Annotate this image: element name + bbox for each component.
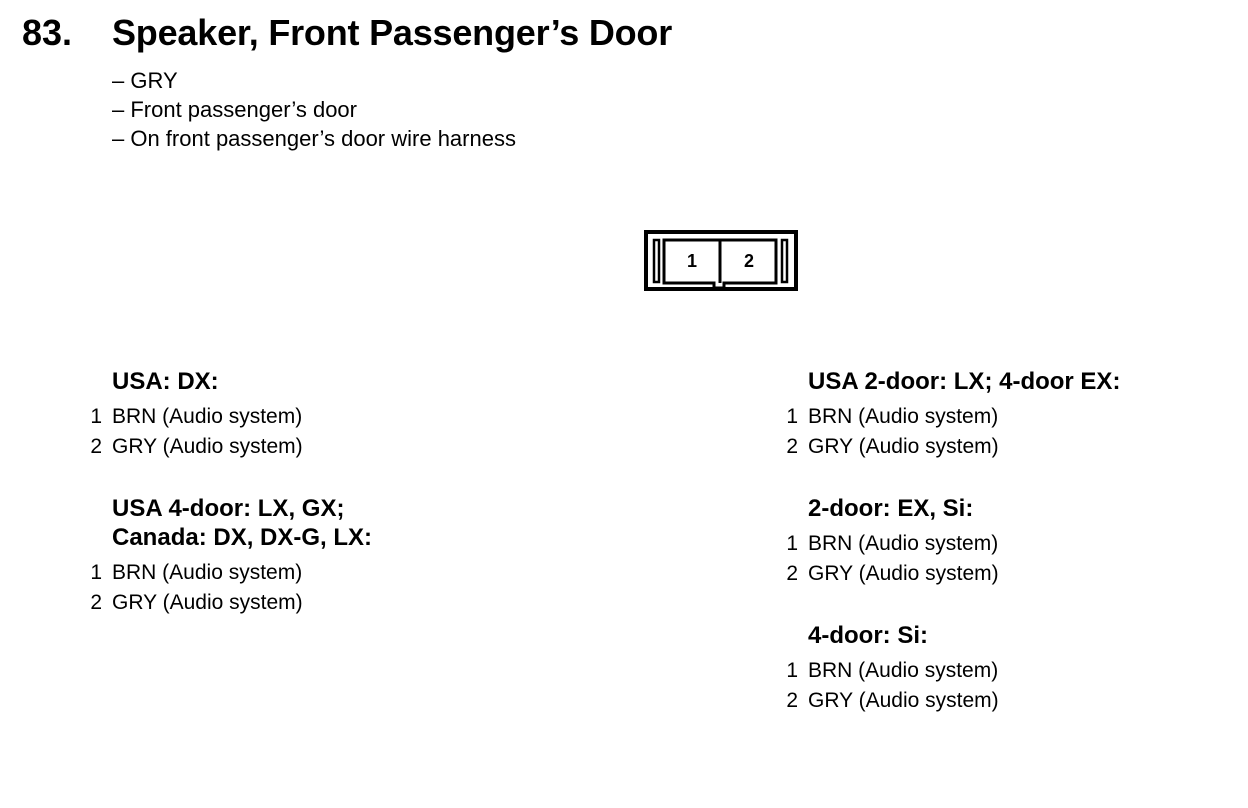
- pin-number: 1: [90, 561, 102, 584]
- pin-number: 2: [786, 689, 798, 712]
- pin-row: [786, 559, 999, 589]
- pin-row: [786, 432, 1120, 462]
- section-usa-4door-canada: [90, 494, 373, 618]
- section-title: 2-door: EX, Si:: [808, 495, 974, 522]
- pin-row: [90, 402, 303, 432]
- pin-row: [90, 432, 303, 462]
- pin-row: [786, 529, 999, 559]
- wire-label: GRY (Audio system): [808, 562, 999, 585]
- connector-lock-left: [654, 240, 659, 282]
- pin-number: 2: [90, 435, 102, 458]
- connector-pin-2: 2: [743, 251, 755, 271]
- section-title: USA 2-door: LX; 4-door EX:: [808, 368, 1121, 395]
- page-title: Speaker, Front Passenger’s Door: [112, 12, 673, 53]
- wire-label: GRY (Audio system): [112, 591, 303, 614]
- wire-label: GRY (Audio system): [808, 435, 999, 458]
- section-title: 4-door: Si:: [808, 622, 928, 649]
- wire-label: GRY (Audio system): [112, 435, 303, 458]
- section-title: USA 4-door: LX, GX;: [112, 495, 345, 522]
- connector-diagram: [644, 230, 800, 294]
- connector-pin-1: 1: [686, 251, 698, 271]
- pin-row: [786, 402, 1120, 432]
- pin-number: 2: [90, 591, 102, 614]
- pin-number: 1: [90, 405, 102, 428]
- section-title-line2: Canada: DX, DX-G, LX:: [112, 524, 373, 551]
- section-4door-si: [786, 621, 999, 716]
- wire-label: BRN (Audio system): [808, 659, 999, 682]
- pin-number: 1: [786, 532, 798, 555]
- wire-label: BRN (Audio system): [112, 561, 303, 584]
- section-2door-ex-si: [786, 494, 999, 589]
- section-usa-2door-lx-4door-ex: [786, 367, 1121, 462]
- wire-label: GRY (Audio system): [808, 689, 999, 712]
- connector-lock-right: [782, 240, 787, 282]
- pin-row: [786, 686, 999, 716]
- pin-row: [90, 558, 372, 588]
- notes-list: [112, 66, 516, 153]
- section-usa-dx: [90, 367, 303, 462]
- wire-label: BRN (Audio system): [808, 405, 999, 428]
- pin-row: [786, 656, 999, 686]
- item-number: 83.: [22, 12, 73, 53]
- pin-row: [90, 588, 372, 618]
- pin-number: 1: [786, 405, 798, 428]
- pin-number: 2: [786, 562, 798, 585]
- pin-number: 2: [786, 435, 798, 458]
- note-harness: – On front passenger’s door wire harness: [112, 126, 516, 151]
- section-title: USA: DX:: [112, 368, 219, 395]
- wire-label: BRN (Audio system): [112, 405, 303, 428]
- pin-number: 1: [786, 659, 798, 682]
- note-color: – GRY: [112, 68, 178, 93]
- wire-label: BRN (Audio system): [808, 532, 999, 555]
- note-location: – Front passenger’s door: [112, 97, 357, 122]
